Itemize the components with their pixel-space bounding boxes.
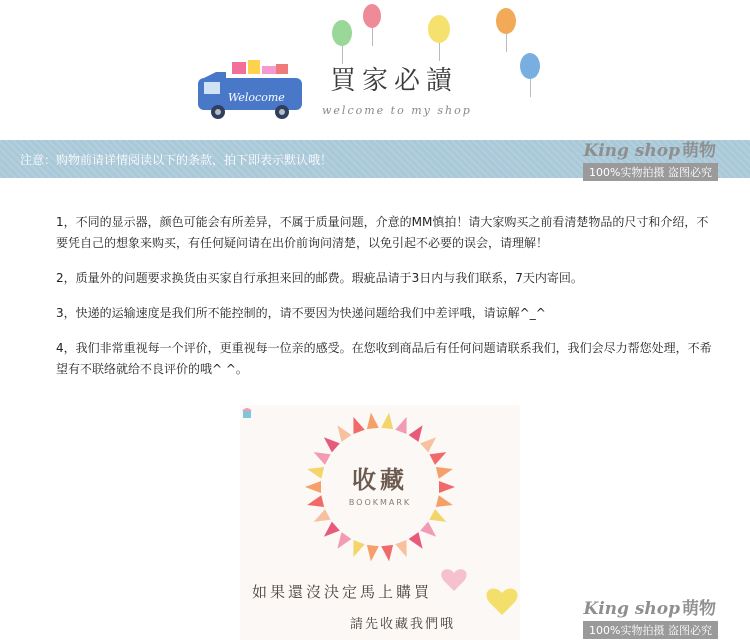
party-hat-icon	[348, 415, 365, 434]
party-hat-icon	[311, 509, 331, 527]
term-item: 1，不同的显示器，颜色可能会有所差异，不属于质量问题，介意的MM慎拍！请大家购买之前看清楚物品的尺寸和介绍，不要凭自己的想象来购买，有任何疑问请在出价前询问清楚，以免引起不必要的误会，请理解！	[56, 215, 709, 250]
party-hat-icon	[348, 540, 365, 559]
truck-sign: Welocome	[228, 91, 285, 104]
party-hat-icon	[420, 433, 440, 453]
notice-text: 注意：购物前请详情阅读以下的条款，拍下即表示默认哦！	[20, 153, 333, 167]
party-hat-icon	[332, 532, 351, 552]
party-hat-icon	[409, 532, 428, 552]
brand-name: King shop	[583, 141, 680, 161]
party-hat-icon	[365, 545, 379, 562]
term-item: 4，我们非常重视每一个评价，更重视每一位亲的感受。在您收到商品后有任何问题请联系我们，我们会尽力帮您处理，不希望有不联络就给不良评价的哦^ ^。	[56, 341, 712, 376]
header-banner	[0, 0, 750, 140]
terms-list	[56, 212, 716, 394]
party-hat-icon	[381, 412, 395, 429]
party-hat-icon	[395, 415, 412, 434]
party-hat-wreath-icon	[240, 405, 520, 640]
brand-logo	[583, 136, 716, 161]
watermark-badge: 100%实物拍摄 盗图必究	[583, 163, 718, 181]
bookmark-line1: 如果還沒決定馬上購買	[252, 583, 433, 601]
term-item: 3，快递的运输速度是我们所不能控制的，请不要因为快递问题给我们中差评哦，请谅解^_^	[56, 306, 546, 320]
watermark-badge: 100%实物拍摄 盗图必究	[583, 621, 718, 639]
balloon-icon	[363, 4, 381, 28]
truck-icon	[196, 58, 306, 122]
balloon-icon	[332, 20, 352, 46]
page-title: 買家必讀	[330, 66, 459, 96]
page-subtitle: welcome to my shop	[322, 104, 472, 117]
bookmark-subtitle: BOOKMARK	[348, 498, 412, 507]
bookmark-card	[240, 405, 520, 640]
party-hat-icon	[429, 509, 449, 527]
bookmark-line2: 請先收藏我們哦	[350, 617, 456, 632]
bookmark-title: 收藏	[352, 466, 408, 494]
party-hat-icon	[365, 412, 379, 429]
party-hat-icon	[420, 522, 440, 542]
party-hat-icon	[381, 545, 395, 562]
brand-name-cn: 萌物	[682, 141, 716, 161]
brand-logo	[583, 594, 716, 619]
balloon-icon	[496, 8, 516, 34]
party-hat-icon	[395, 540, 412, 559]
balloon-icon	[520, 53, 540, 79]
party-hat-icon	[320, 433, 340, 453]
party-hat-icon	[409, 422, 428, 442]
term-item: 2，质量外的问题要求换货由买家自行承担来回的邮费。瑕疵品请于3日内与我们联系，7天内寄回。	[56, 271, 583, 285]
cupcake-icon	[240, 405, 254, 419]
party-hat-icon	[332, 422, 351, 442]
brand-name: King shop	[583, 599, 680, 619]
brand-name-cn: 萌物	[682, 599, 716, 619]
balloon-icon	[428, 15, 450, 43]
party-hat-icon	[320, 522, 340, 542]
